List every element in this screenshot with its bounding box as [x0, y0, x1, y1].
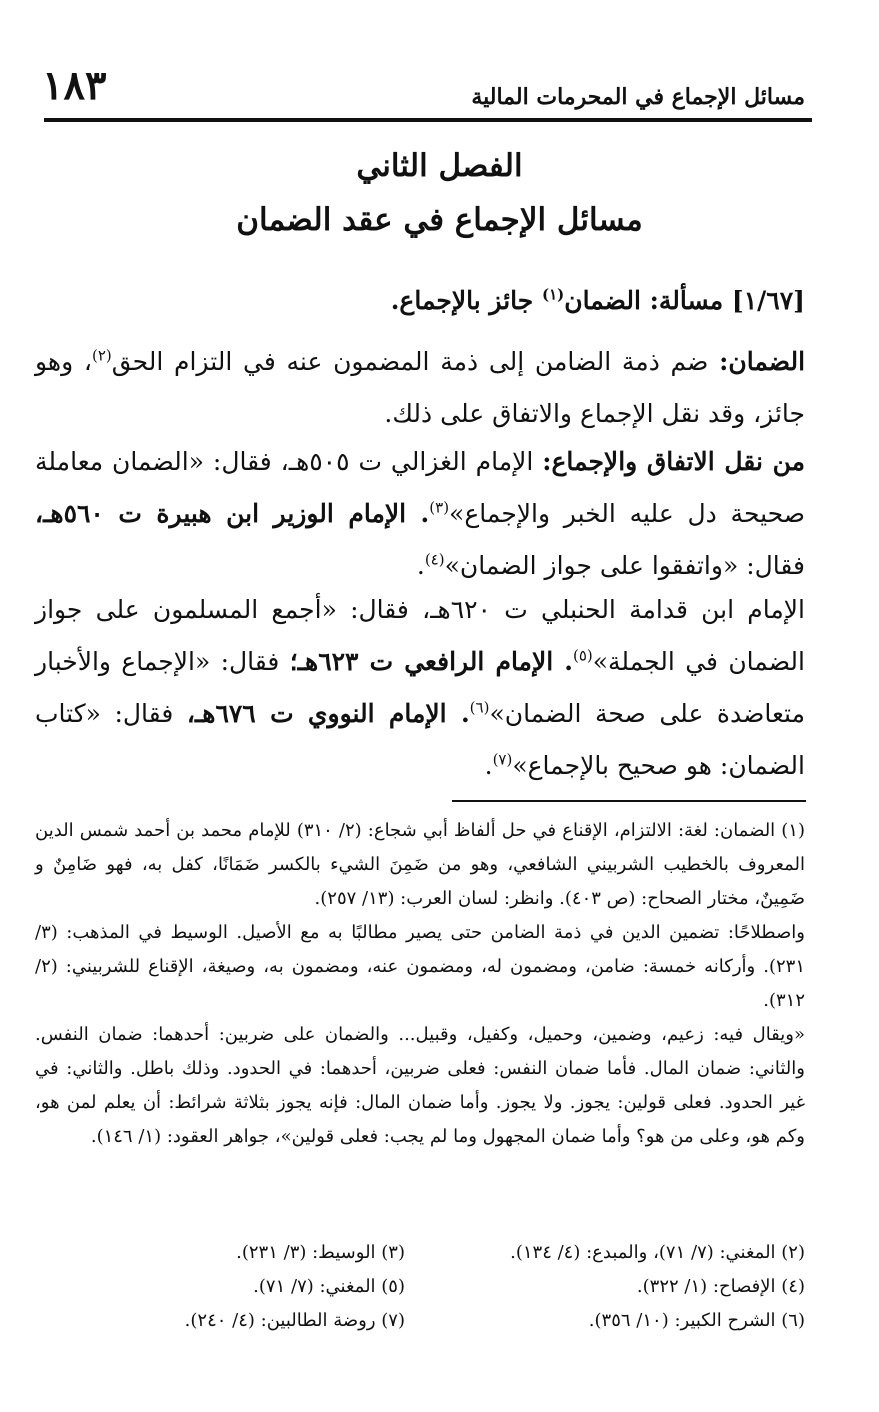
footnote-ref: (٥) — [572, 646, 593, 665]
footnote-row — [35, 1304, 805, 1338]
issue-rest: جائز بالإجماع. — [390, 286, 534, 315]
footnotes — [35, 814, 805, 1154]
header-rule — [44, 118, 812, 122]
footnote-2: (٢) المغني: (٧/ ٧١)، والمبدع: (٤/ ١٣٤). — [510, 1242, 805, 1263]
running-title: مسائل الإجماع في المحرمات المالية — [471, 84, 805, 110]
paragraph-lead: الضمان: — [719, 347, 806, 376]
quote-rafii: فقال: «الإجماع والأخبار متعاضدة على صحة الضمان» — [35, 647, 805, 728]
punctuation: . — [484, 751, 493, 780]
paragraph-consensus-1 — [35, 436, 805, 592]
scholar-ibn-hubayra: . الإمام الوزير ابن هبيرة ت ٥٦٠هـ، — [35, 499, 430, 528]
footnote-ref: (١) — [541, 285, 565, 304]
scholar-ibn-qudama: الإمام ابن قدامة الحنبلي ت ٦٢٠هـ، — [422, 595, 805, 624]
quote-ghazali: فقال: «الضمان معاملة صحيحة دل عليه الخبر والإجماع» — [35, 447, 805, 528]
scholar-rafii: . الإمام الرافعي ت ٦٢٣هـ؛ — [289, 647, 573, 676]
footnote-1-quote: «ويقال فيه: زعيم، وضمين، وحميل، وكفيل، وقبيل... والضمان على ضربين: أحدهما: ضمان النفس. والثاني: ضمان المال. فأما ضمان النفس: فعلى ضربين، أحدهما: في الحدود. وذلك باطل. والثاني: في غير الحدود. فعلى قولين: يجوز. ولا يجوز. وأما ضمان المال: فإنه يجوز بثلاثة شرائط: أن يعلم لمن هو، وكم هو، وعلى من هو؟ وأما ضمان المجهول وما لم يجب: فعلى قولين»، جواهر العقود: (١/ ١٤٦). — [35, 1024, 805, 1147]
page-number: ١٨٣ — [42, 62, 107, 109]
paragraph-text: ضم ذمة الضامن إلى ذمة المضمون عنه في التزام الحق — [111, 347, 709, 376]
quote-ibn-hubayra: فقال: «واتفقوا على جواز الضمان» — [444, 551, 805, 580]
footnote-ref: (٢) — [91, 346, 112, 365]
issue-label: مسألة: الضمان — [564, 286, 724, 315]
footnote-1-technical: واصطلاحًا: تضمين الدين في ذمة الضامن حتى يصير مطالبًا به مع الأصيل. الوسيط في المذهب: (٣/ ٢٣١). وأركانه خمسة: ضامن، ومضمون له، ومضمون عنه، ومضمون به، وصيغة، الإقناع للشربيني: (٢/ ٣١٢). — [35, 922, 805, 1011]
footnote-4: (٤) الإفصاح: (١/ ٣٢٢). — [636, 1276, 805, 1297]
quote-ibn-qudama: فقال: «أجمع المسلمون على جواز الضمان في الجملة» — [35, 595, 805, 676]
footnote-ref: (٣) — [429, 498, 450, 517]
footnote-ref: (٤) — [424, 550, 445, 569]
footnote-5: (٥) المغني: (٧/ ٧١). — [253, 1276, 405, 1297]
paragraph-text: ، وهو جائز، وقد نقل الإجماع والاتفاق على ذلك. — [35, 347, 805, 428]
footnote-ref: (٧) — [492, 750, 513, 769]
footnote-row — [35, 1236, 805, 1270]
paragraph-lead: من نقل الاتفاق والإجماع: — [542, 447, 806, 476]
footnote-6: (٦) الشرح الكبير: (١٠/ ٣٥٦). — [588, 1310, 805, 1331]
scholar-ghazali: الإمام الغزالي ت ٥٠٥هـ، — [280, 447, 534, 476]
footnote-7: (٧) روضة الطالبين: (٤/ ٢٤٠). — [184, 1310, 405, 1331]
paragraph-definition — [35, 336, 805, 440]
issue-heading — [391, 286, 805, 315]
chapter-subtitle: مسائل الإجماع في عقد الضمان — [236, 202, 643, 238]
footnote-1-lexical: (١) الضمان: لغة: الالتزام، الإقناع في حل ألفاظ أبي شجاع: (٢/ ٣١٠) للإمام محمد بن أحمد شمس الدين المعروف بالخطيب الشربيني الشافعي، وهو من ضَمِنَ الشيء بالكسر ضَمَانًا، كفل به، فهو ضَامِنٌ و ضَمِينٌ، مختار الصحاح: (ص ٤٠٣). وانظر: لسان العرب: (١٣/ ٢٥٧). — [35, 820, 805, 909]
chapter-title: الفصل الثاني — [356, 148, 523, 184]
punctuation: . — [416, 551, 425, 580]
footnote-row — [35, 1270, 805, 1304]
footnote-3: (٣) الوسيط: (٣/ ٢٣١). — [236, 1242, 405, 1263]
issue-number: [١/٦٧] — [731, 286, 805, 315]
scholar-nawawi: . الإمام النووي ت ٦٧٦هـ، — [186, 699, 470, 728]
paragraph-consensus-2 — [35, 584, 805, 792]
footnote-rule — [452, 800, 806, 802]
quote-nawawi: فقال: «كتاب الضمان: هو صحيح بالإجماع» — [35, 699, 805, 780]
footnote-ref: (٦) — [469, 698, 490, 717]
